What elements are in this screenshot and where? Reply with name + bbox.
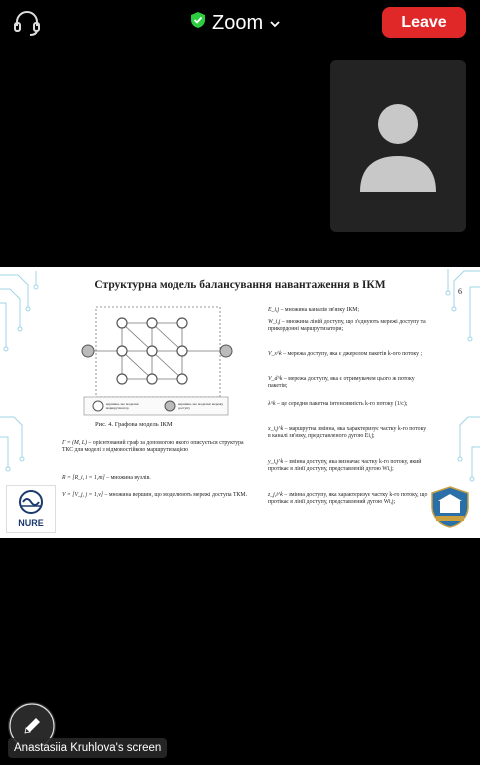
chevron-down-icon [269, 12, 281, 35]
security-shield-icon [190, 11, 206, 35]
left-definition: Γ = (M, L) – орієнтований граф за допомогою якого описується структура ТКС для моделі з відмовостійкою маршрутизацією [62, 440, 244, 453]
leave-button[interactable]: Leave [382, 7, 466, 38]
right-definition: E_i,j – множина каналів зв'язку ІКМ; [268, 307, 360, 313]
figure-caption: Рис. 4. Графова модель ІКМ [95, 421, 173, 428]
right-definition: V_d^k – мережа доступу, яка є отримувачем цього ж потоку пакетів; [268, 376, 415, 389]
department-crest-logo [428, 485, 472, 529]
slide-page-number: 6 [458, 287, 462, 296]
audio-headset-icon[interactable] [10, 8, 44, 38]
meeting-title[interactable] [190, 9, 281, 37]
legend-network-label: вершина, що моделює мережу доступу [178, 402, 224, 410]
left-definition: V = [V_j, j = 1,v] – множина вершин, що моделюють мережі доступа ТКМ. [62, 492, 248, 498]
right-definition: z_j,i^k – змінна доступу, яка характеризує частку k-го потоку, що протікає в лінії доступу, представлений дугою Wi,j; [268, 492, 428, 505]
participant-video-tile[interactable] [330, 60, 466, 232]
right-definition: x_i,j^k – маршрутна змінна, яка характеризує частку k-го потоку в каналі зв'язку, представленого дугою Ei,j; [268, 426, 427, 439]
slide-title: Структурна модель балансування навантаження в ІКМ [94, 279, 386, 291]
avatar-placeholder-icon [358, 100, 438, 201]
right-definition: V_s^k – мережа доступу, яка є джерелом пакетів k-ого потоку ; [268, 351, 423, 357]
left-definition: R = [R_i, i = 1,m] – множина вузлів. [62, 475, 151, 481]
svg-text:NURE: NURE [18, 518, 44, 528]
right-definition: W_i,j – множина ліній доступу, що з'єднують мережі доступу та прикордонні маршрутизатори; [268, 319, 426, 332]
shared-slide [0, 267, 480, 538]
app-title: Zoom [212, 11, 264, 34]
nure-logo [6, 485, 56, 533]
right-definition: y_i,j^k – змінна доступу, яка визначає частку k-го потоку, який протікає в лінії доступу, представленій дугою Wi,j; [268, 459, 422, 472]
right-definition: λ^k – це середня пакетна інтенсивність k-го потоку (1/с); [268, 401, 408, 407]
top-bar [0, 0, 480, 46]
legend-router-label: вершина, що моделює маршрутизатор [106, 402, 140, 410]
screen-share-owner-label: Anastasiia Kruhlova's screen [8, 738, 167, 758]
